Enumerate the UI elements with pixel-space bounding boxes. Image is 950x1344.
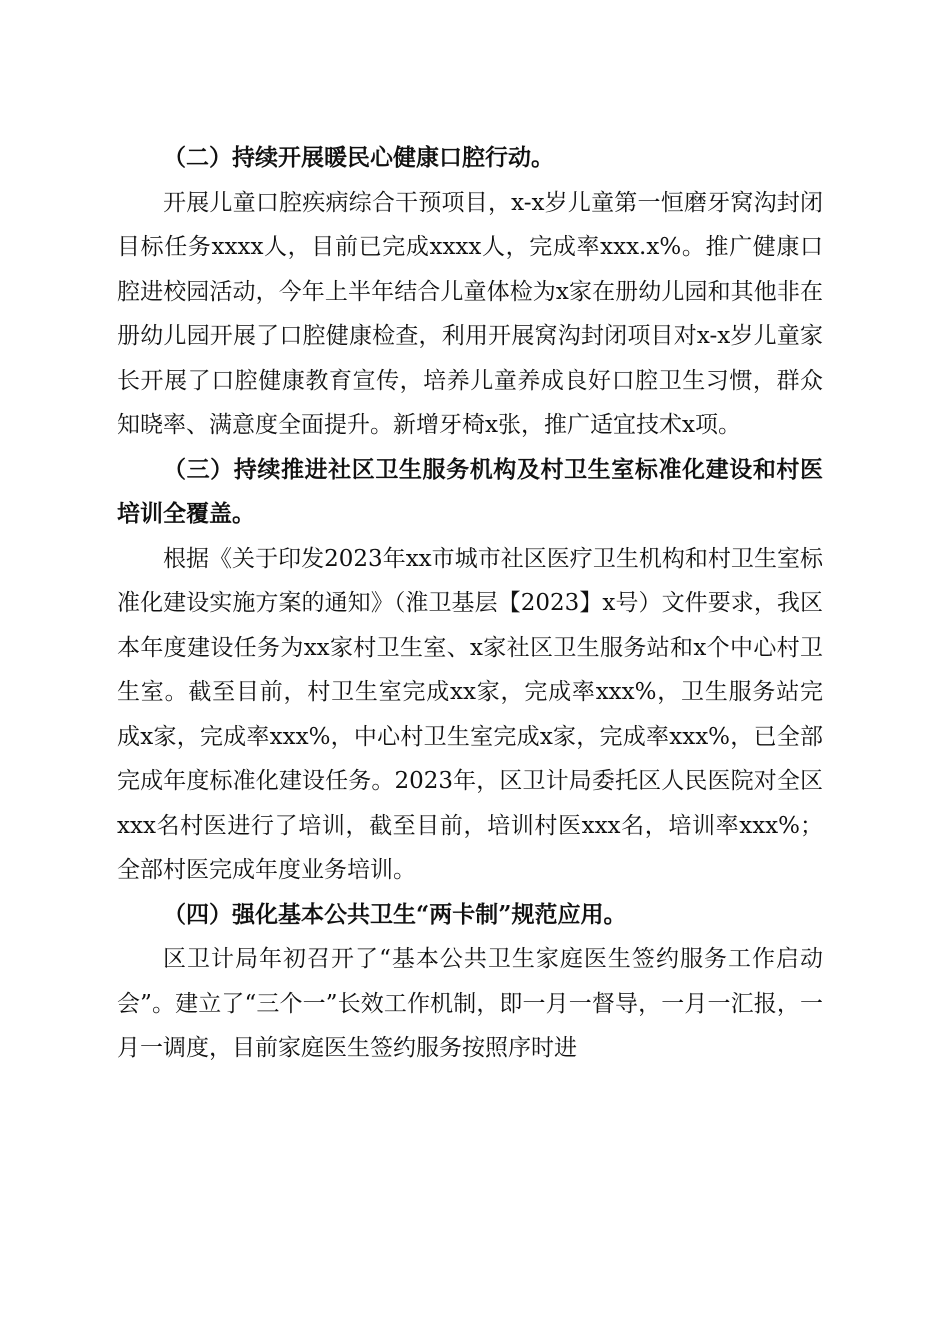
section-paragraph-4: 区卫计局年初召开了“基本公共卫生家庭医生签约服务工作启动会”。建立了“三个一”长效工作机制，即一月一督导，一月一汇报，一月一调度，目前家庭医生签约服务按照序时进	[117, 946, 823, 1061]
section-heading-2: （二）持续开展暖民心健康口腔行动。	[163, 144, 554, 171]
document-body	[117, 136, 823, 1071]
section-heading-4: （四）强化基本公共卫生“两卡制”规范应用。	[163, 900, 627, 928]
section-paragraph-2: 开展儿童口腔疾病综合干预项目，x-x岁儿童第一恒磨牙窝沟封闭目标任务xxxx人，目前已完成xxxx人，完成率xxx.x%。推广健康口腔进校园活动，今年上半年结合儿童体检为x家在册幼儿园和其他非在册幼儿园开展了口腔健康检查，利用开展窝沟封闭项目对x-x岁儿童家长开展了口腔健康教育宣传，培养儿童养成良好口腔卫生习惯，群众知晓率、满意度全面提升。新增牙椅x张，推广适宜技术x项。	[117, 189, 823, 438]
section-paragraph-3: 根据《关于印发2023年xx市城市社区医疗卫生机构和村卫生室标准化建设实施方案的通知》（淮卫基层【2023】x号）文件要求，我区本年度建设任务为xx家村卫生室、x家社区卫生服务站和x个中心村卫生室。截至目前，村卫生室完成xx家，完成率xxx%，卫生服务站完成x家，完成率xxx%，中心村卫生室完成x家，完成率xxx%，已全部完成年度标准化建设任务。2023年，区卫计局委托区人民医院对全区xxx名村医进行了培训，截至目前，培训村医xxx名，培训率xxx%；全部村医完成年度业务培训。	[117, 545, 823, 883]
section-heading-3: （三）持续推进社区卫生服务机构及村卫生室标准化建设和村医培训全覆盖。	[117, 455, 823, 527]
